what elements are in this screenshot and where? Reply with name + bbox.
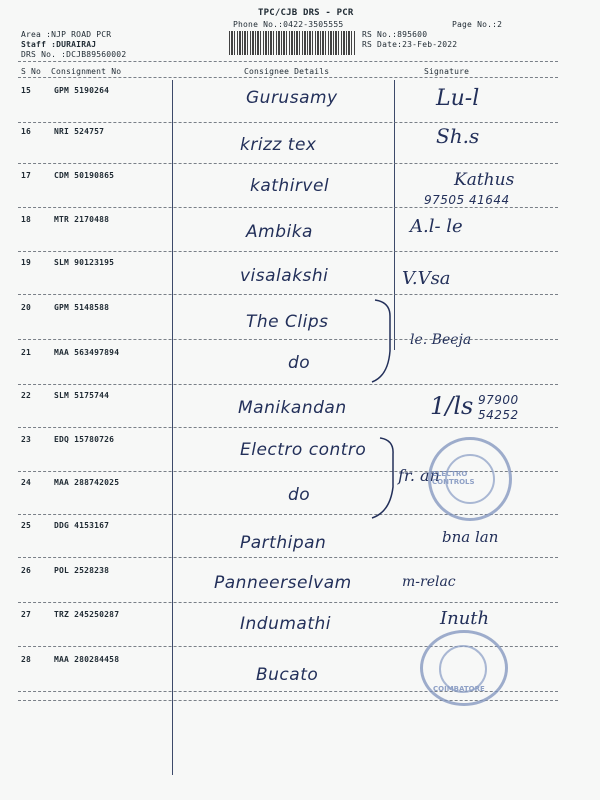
rs-date: RS Date:23-Feb-2022 <box>362 40 458 49</box>
column-header-divider <box>18 77 558 78</box>
row-signature: A.l- le <box>410 216 463 237</box>
row-sno: 28 <box>21 655 32 664</box>
row-signature: fr. an <box>398 466 440 485</box>
row-sno: 25 <box>21 521 32 530</box>
document-title: TPC/CJB DRS - PCR <box>258 8 354 18</box>
row-sno: 24 <box>21 478 32 487</box>
row-signature: Sh.s <box>436 124 480 148</box>
row-signature: m-relac <box>402 574 456 590</box>
bracket-mark <box>360 432 410 524</box>
row-signature: bna lan <box>442 528 499 546</box>
row-consignment-no: POL 2528238 <box>54 566 110 575</box>
row-signature: 1/ls <box>430 392 474 420</box>
row-divider <box>18 122 558 123</box>
barcode <box>229 31 355 55</box>
company-stamp <box>428 437 512 521</box>
row-consignment-no: SLM 90123195 <box>54 258 115 267</box>
row-consignee-handwritten: Bucato <box>256 665 319 685</box>
row-consignment-no: GPM 5190264 <box>54 86 110 95</box>
row-consignee-handwritten: Manikandan <box>238 398 347 418</box>
col-header-consignee: Consignee Details <box>244 67 330 76</box>
row-consignee-handwritten: Electro contro <box>240 440 367 460</box>
row-sno: 22 <box>21 391 32 400</box>
rs-number: RS No.:895600 <box>362 30 428 39</box>
row-divider <box>18 207 558 208</box>
row-divider <box>18 163 558 164</box>
row-consignment-no: TRZ 245250287 <box>54 610 120 619</box>
stamp-text: COIMBATORE <box>433 685 485 693</box>
row-divider <box>18 427 558 428</box>
row-sno: 17 <box>21 171 32 180</box>
row-signature: le. Beeja <box>410 332 472 348</box>
row-consignee-handwritten: Panneerselvam <box>214 573 352 593</box>
bracket-mark <box>360 296 410 388</box>
row-consignment-no: MAA 563497894 <box>54 348 120 357</box>
row-consignee-handwritten: do <box>288 353 311 373</box>
row-consignment-no: MAA 288742025 <box>54 478 120 487</box>
company-stamp <box>420 630 508 706</box>
row-signature: Kathus <box>454 170 515 190</box>
phone-number: Phone No.:0422-3505555 <box>233 20 344 29</box>
row-consignment-no: CDM 50190865 <box>54 171 115 180</box>
row-consignee-handwritten: do <box>288 485 311 505</box>
row-signature: Lu-l <box>436 86 480 111</box>
row-sno: 27 <box>21 610 32 619</box>
staff-label: Staff :DURAIRAJ <box>21 40 97 49</box>
row-signature: V.Vsa <box>402 268 451 289</box>
row-sno: 26 <box>21 566 32 575</box>
row-sno: 15 <box>21 86 32 95</box>
row-divider <box>18 384 558 385</box>
row-sno: 20 <box>21 303 32 312</box>
row-consignee-handwritten: krizz tex <box>240 135 317 155</box>
row-divider <box>18 294 558 295</box>
row-phone-handwritten: 97900 54252 <box>478 393 519 422</box>
row-consignment-no: MAA 280284458 <box>54 655 120 664</box>
row-consignment-no: NRI 524757 <box>54 127 105 136</box>
row-sno: 16 <box>21 127 32 136</box>
row-consignee-handwritten: visalakshi <box>240 266 329 286</box>
row-consignee-handwritten: Gurusamy <box>246 88 338 108</box>
row-phone-handwritten: 97505 41644 <box>424 193 510 207</box>
row-sno: 21 <box>21 348 32 357</box>
drs-number: DRS No. :DCJB89560002 <box>21 50 127 59</box>
row-consignee-handwritten: kathirvel <box>250 176 330 196</box>
row-consignment-no: EDQ 15780726 <box>54 435 115 444</box>
stamp-text: ELECTRO CONTROLS <box>432 470 475 486</box>
row-sno: 23 <box>21 435 32 444</box>
col-header-sno: S No <box>21 67 42 76</box>
row-sno: 18 <box>21 215 32 224</box>
row-divider <box>18 251 558 252</box>
row-consignment-no: GPM 5148588 <box>54 303 110 312</box>
col-header-consignment: Consignment No <box>51 67 122 76</box>
row-consignee-handwritten: The Clips <box>246 312 329 332</box>
col-header-signature: Signature <box>424 67 470 76</box>
row-consignment-no: MTR 2170488 <box>54 215 110 224</box>
row-consignee-handwritten: Ambika <box>246 222 313 242</box>
row-divider <box>18 602 558 603</box>
header-divider <box>18 61 558 62</box>
row-consignee-handwritten: Parthipan <box>240 533 327 553</box>
row-divider <box>18 557 558 558</box>
page-number: Page No.:2 <box>452 20 503 29</box>
row-signature: Inuth <box>440 608 490 629</box>
row-consignment-no: SLM 5175744 <box>54 391 110 400</box>
row-consignment-no: DDG 4153167 <box>54 521 110 530</box>
row-sno: 19 <box>21 258 32 267</box>
row-divider <box>18 339 558 340</box>
row-consignee-handwritten: Indumathi <box>240 614 331 634</box>
area-label: Area :NJP ROAD PCR <box>21 30 112 39</box>
